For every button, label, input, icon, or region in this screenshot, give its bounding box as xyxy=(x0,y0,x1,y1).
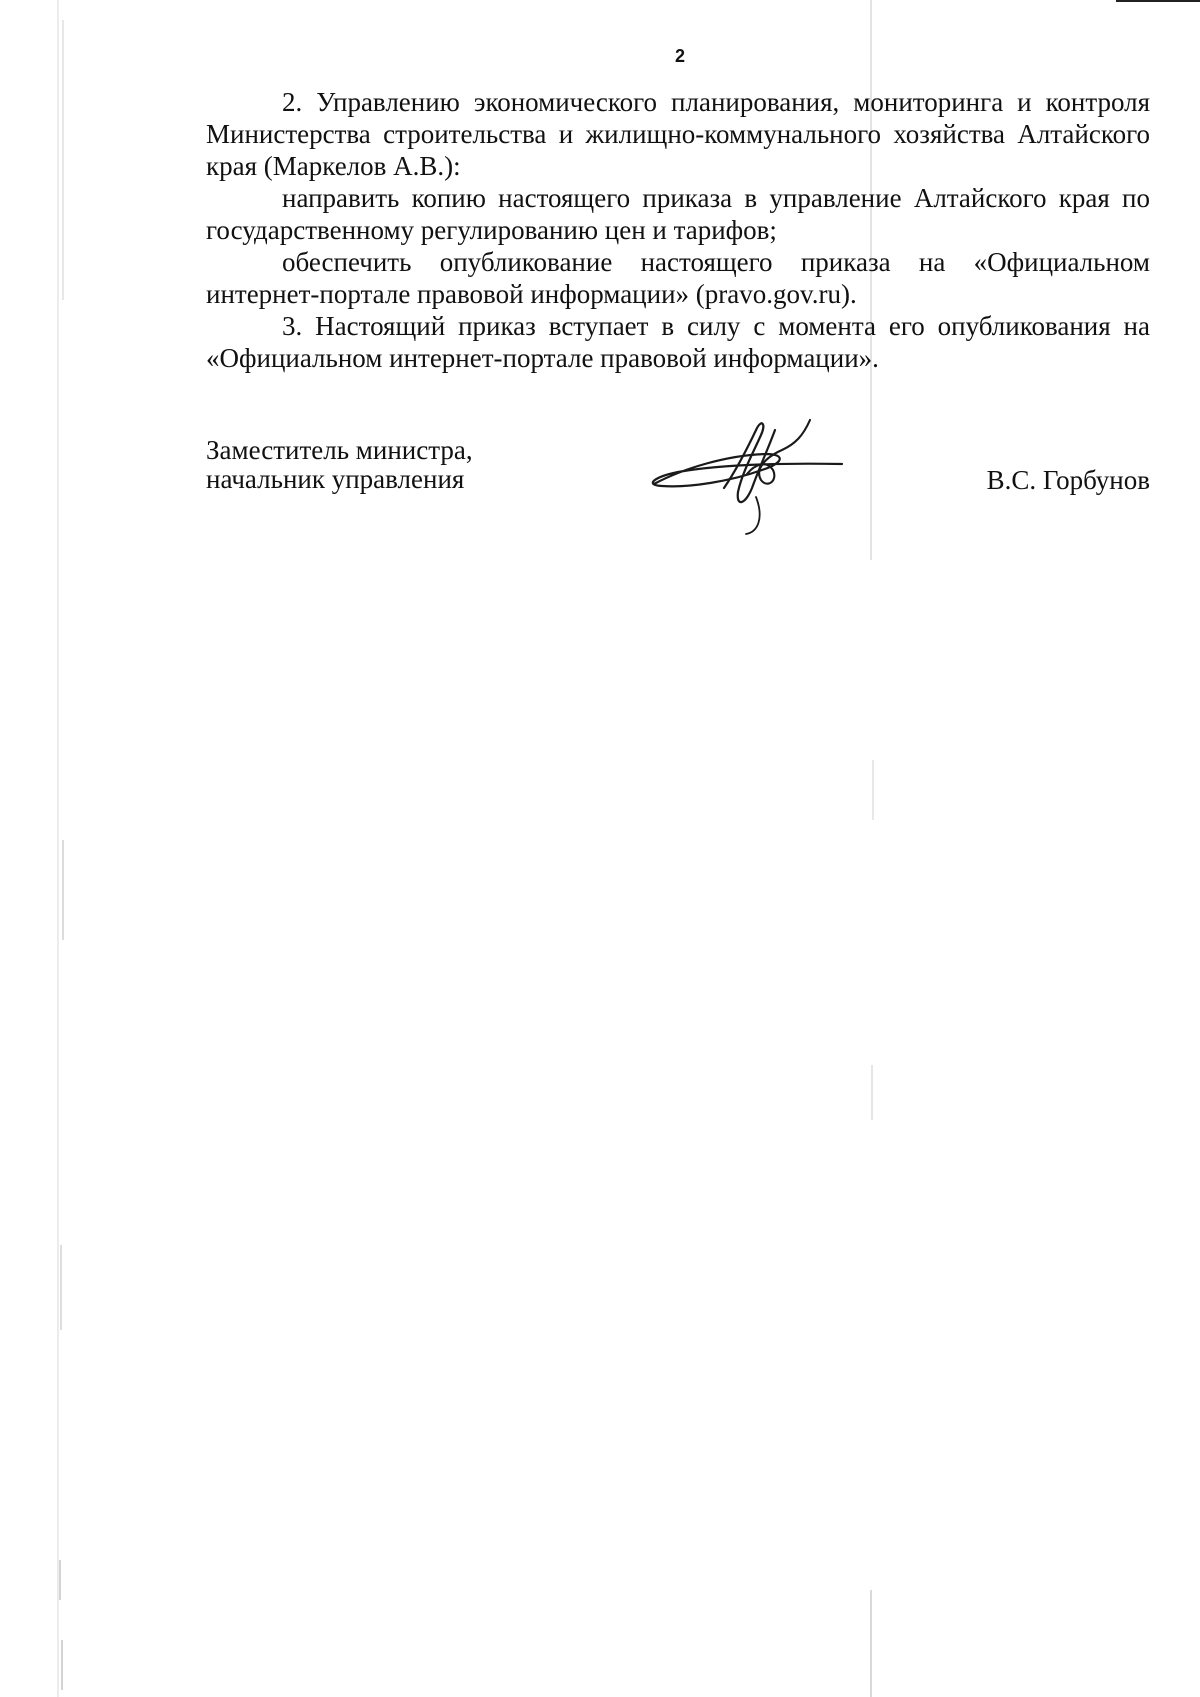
page-number: 2 xyxy=(674,46,685,66)
handwritten-signature xyxy=(636,406,866,536)
signer-name: В.С. Горбунов xyxy=(986,465,1150,495)
signature-block xyxy=(206,436,1150,556)
paragraph-item-2: 2. Управлению экономического планирования, мониторинга и контроля Министерства строительства и жилищно-коммунального хозяйства Алтайского края (Маркелов А.В.): xyxy=(206,87,1150,181)
signer-title-line-2: начальник управления xyxy=(206,464,465,494)
scan-edge-line xyxy=(1116,0,1200,2)
paragraph-send-copy: направить копию настоящего приказа в управление Алтайского края по государственному регулированию цен и тарифов; xyxy=(206,183,1150,245)
signer-title-line-1: Заместитель министра, xyxy=(206,435,473,465)
paragraph-publish: обеспечить опубликование настоящего приказа на «Официальном интернет-портале правовой информации» (pravo.gov.ru). xyxy=(206,247,1150,309)
signer-title xyxy=(206,436,473,494)
document-body xyxy=(206,86,1150,374)
paragraph-item-3: 3. Настоящий приказ вступает в силу с момента его опубликования на «Официальном интернет-портале правовой информации». xyxy=(206,311,1150,373)
